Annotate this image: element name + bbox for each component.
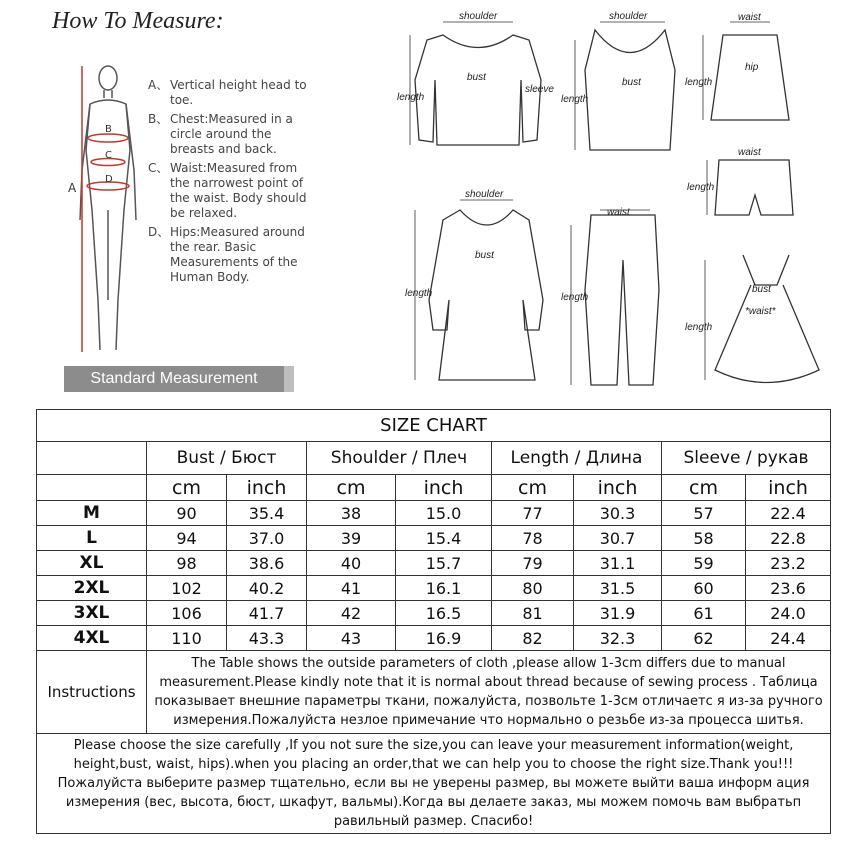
shorts-sketch xyxy=(715,160,793,215)
unit-inch: inch xyxy=(746,475,831,501)
table-cell: 58 xyxy=(662,526,746,551)
note-c xyxy=(148,161,308,221)
table-cell: 79 xyxy=(492,551,574,576)
unit-inch: inch xyxy=(574,475,662,501)
table-cell: 94 xyxy=(147,526,227,551)
table-cell: 110 xyxy=(147,626,227,651)
label-bust-dress: bust xyxy=(752,284,771,295)
note-text: Chest:Measured in a circle around the breasts and back. xyxy=(170,112,293,156)
unit-inch: inch xyxy=(227,475,307,501)
footer-note-text: Please choose the size carefully ,If you not sure the size,you can leave your measurement information(weight, height,bust, waist, hips).when you placing an order,that we can help you to choose the right size.Thank you!!! Пожалуйста выберите размер тщательно, если вы не уверены размер, вы можете выйти ваша информ ация измерения (вес, высота, бюст, шкафут, вальмы).Когда вы делаете заказ, мы можем помочь вам выбратьп равильный размер. Спасибо! xyxy=(37,734,831,834)
label-waist-dress: *waist* xyxy=(745,306,776,317)
table-cell: 41 xyxy=(307,576,396,601)
table-cell: 30.3 xyxy=(574,501,662,526)
table-cell: 77 xyxy=(492,501,574,526)
header-bust: Bust / Бюст xyxy=(147,442,307,475)
table-cell: 31.1 xyxy=(574,551,662,576)
instructions-row xyxy=(37,651,831,734)
label-shoulder-top: shoulder xyxy=(609,11,648,22)
label-length-coat: length xyxy=(405,288,433,299)
measurement-notes xyxy=(148,78,308,289)
table-cell: 24.4 xyxy=(746,626,831,651)
figure-letter-d: D xyxy=(105,174,113,185)
table-cell: 42 xyxy=(307,601,396,626)
table-cell: 61 xyxy=(662,601,746,626)
unit-inch: inch xyxy=(396,475,492,501)
size-chart-table xyxy=(36,409,831,834)
blouse-sketch xyxy=(415,35,541,145)
standard-measurement-banner: Standard Measurement xyxy=(64,366,294,392)
table-cell: 37.0 xyxy=(227,526,307,551)
unit-cm: cm xyxy=(662,475,746,501)
coat-sketch xyxy=(429,210,543,380)
dress-sketch xyxy=(715,255,819,383)
garment-measurement-sketches xyxy=(385,0,825,400)
guide-title: How To Measure: xyxy=(52,8,224,34)
figure-letter-c: C xyxy=(105,150,112,161)
table-cell: 106 xyxy=(147,601,227,626)
table-cell: 24.0 xyxy=(746,601,831,626)
header-shoulder: Shoulder / Плеч xyxy=(307,442,492,475)
note-letter: C、 xyxy=(148,161,169,175)
table-cell: 82 xyxy=(492,626,574,651)
table-cell: 22.4 xyxy=(746,501,831,526)
table-cell: 102 xyxy=(147,576,227,601)
skirt-sketch xyxy=(711,35,789,120)
instructions-label: Instructions xyxy=(37,651,147,734)
header-sleeve: Sleeve / рукав xyxy=(662,442,831,475)
table-cell: 16.9 xyxy=(396,626,492,651)
table-cell: 16.5 xyxy=(396,601,492,626)
label-waist-skirt: waist xyxy=(738,12,761,23)
table-cell: 30.7 xyxy=(574,526,662,551)
table-cell: 16.1 xyxy=(396,576,492,601)
size-label: 2XL xyxy=(37,576,147,601)
table-cell: 15.4 xyxy=(396,526,492,551)
label-shoulder-coat: shoulder xyxy=(465,189,504,200)
size-label: XL xyxy=(37,551,147,576)
table-cell: 40.2 xyxy=(227,576,307,601)
table-cell: 32.3 xyxy=(574,626,662,651)
top-sketch xyxy=(585,30,675,150)
footer-note-row xyxy=(37,734,831,834)
note-d xyxy=(148,225,308,285)
header-blank xyxy=(37,442,147,475)
table-cell: 62 xyxy=(662,626,746,651)
table-cell: 41.7 xyxy=(227,601,307,626)
label-bust-blouse: bust xyxy=(467,72,486,83)
table-row xyxy=(37,576,831,601)
instructions-text: The Table shows the outside parameters of cloth ,please allow 1-3cm differs due to manual measurement.Please kindly note that it is normal about thread because of sewing process . Таблица показывает внешние параметры ткани, пожалуйста, позвольте 1-3см отличаетс я из-за ручного измерения.Пожалуйста незлое примечание что нормально о резьбе из-за процесса шитья. xyxy=(147,651,831,734)
table-cell: 98 xyxy=(147,551,227,576)
note-letter: D、 xyxy=(148,225,170,239)
size-label: 4XL xyxy=(37,626,147,651)
note-text: Waist:Measured from the narrowest point of the waist. Body should be relaxed. xyxy=(170,161,307,220)
label-length-skirt: length xyxy=(685,77,713,88)
table-cell: 40 xyxy=(307,551,396,576)
note-a xyxy=(148,78,308,108)
table-cell: 22.8 xyxy=(746,526,831,551)
label-shoulder-blouse: shoulder xyxy=(459,11,498,22)
label-waist-shorts: waist xyxy=(738,147,761,158)
table-cell: 23.2 xyxy=(746,551,831,576)
label-bust-coat: bust xyxy=(475,250,494,261)
table-cell: 59 xyxy=(662,551,746,576)
table-row xyxy=(37,626,831,651)
note-text: Vertical height head to toe. xyxy=(170,78,307,107)
unit-blank xyxy=(37,475,147,501)
table-cell: 43.3 xyxy=(227,626,307,651)
table-cell: 23.6 xyxy=(746,576,831,601)
measuring-guide xyxy=(0,0,867,400)
note-letter: A、 xyxy=(148,78,169,92)
note-text: Hips:Measured around the rear. Basic Measurements of the Human Body. xyxy=(170,225,305,284)
figure-letter-a: A xyxy=(68,181,77,195)
table-row xyxy=(37,501,831,526)
label-length-blouse: length xyxy=(397,92,425,103)
label-hip: hip xyxy=(745,62,759,73)
table-cell: 60 xyxy=(662,576,746,601)
size-label: 3XL xyxy=(37,601,147,626)
label-bust-top: bust xyxy=(622,77,641,88)
table-row xyxy=(37,551,831,576)
note-letter: B、 xyxy=(148,112,169,126)
table-cell: 15.0 xyxy=(396,501,492,526)
label-waist-trousers: waist xyxy=(607,207,630,218)
body-figure-illustration xyxy=(60,60,150,360)
table-cell: 78 xyxy=(492,526,574,551)
table-cell: 35.4 xyxy=(227,501,307,526)
table-row xyxy=(37,526,831,551)
table-cell: 31.5 xyxy=(574,576,662,601)
unit-cm: cm xyxy=(492,475,574,501)
note-b xyxy=(148,112,308,157)
figure-letter-b: B xyxy=(105,124,112,135)
size-chart-title: SIZE CHART xyxy=(37,410,831,442)
table-cell: 15.7 xyxy=(396,551,492,576)
table-row xyxy=(37,601,831,626)
unit-cm: cm xyxy=(307,475,396,501)
table-cell: 31.9 xyxy=(574,601,662,626)
header-length: Length / Длина xyxy=(492,442,662,475)
label-length-trousers: length xyxy=(561,292,589,303)
table-cell: 80 xyxy=(492,576,574,601)
size-label: M xyxy=(37,501,147,526)
table-cell: 81 xyxy=(492,601,574,626)
size-label: L xyxy=(37,526,147,551)
label-length-top: length xyxy=(561,94,589,105)
label-length-shorts: length xyxy=(687,182,715,193)
table-cell: 39 xyxy=(307,526,396,551)
table-cell: 57 xyxy=(662,501,746,526)
label-sleeve: sleeve xyxy=(525,84,554,95)
label-length-dress: length xyxy=(685,322,713,333)
table-cell: 38 xyxy=(307,501,396,526)
unit-cm: cm xyxy=(147,475,227,501)
table-cell: 38.6 xyxy=(227,551,307,576)
trousers-sketch xyxy=(585,215,659,385)
table-cell: 43 xyxy=(307,626,396,651)
table-cell: 90 xyxy=(147,501,227,526)
